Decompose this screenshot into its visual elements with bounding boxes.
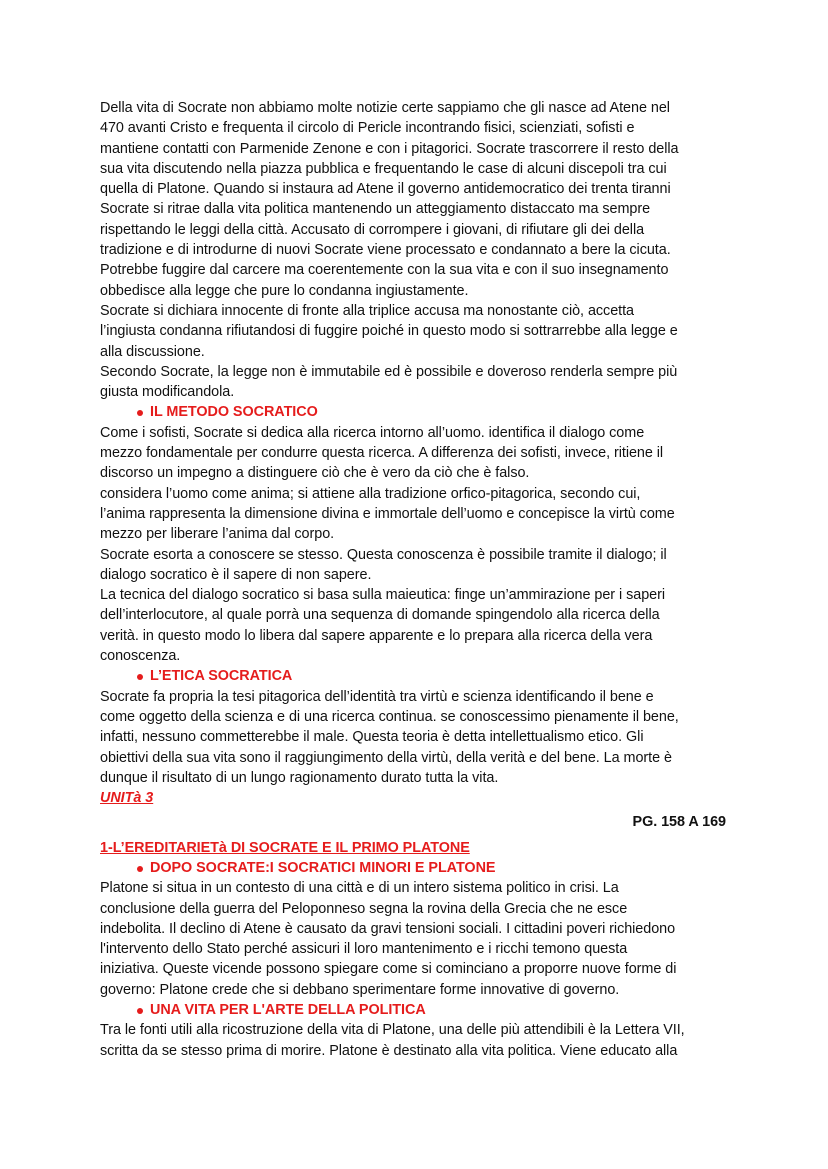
- text-line: quella di Platone. Quando si instaura ad Atene il governo antidemocratico dei trenta tiranni: [100, 181, 671, 198]
- vita-paragraph: [100, 1020, 732, 1061]
- text-line: alla discussione.: [100, 343, 205, 360]
- bullet-icon: [137, 866, 143, 872]
- text-line: governo: Platone crede che si debbano sperimentare forme innovative di governo.: [100, 981, 620, 998]
- text-line: Socrate esorta a conoscere se stesso. Questa conoscenza è possibile tramite il dialogo; il: [100, 546, 667, 563]
- document-page: [100, 98, 732, 1061]
- section-heading-text: DOPO SOCRATE:I SOCRATICI MINORI E PLATONE: [150, 859, 496, 876]
- text-line: mezzo per liberare l’anima dal corpo.: [100, 526, 335, 543]
- section-heading-text: IL METODO SOCRATICO: [150, 404, 318, 421]
- text-line: infatti, nessuno commetterebbe il male. Questa teoria è detta intellettualismo etico. Gli: [100, 729, 644, 746]
- bullet-icon: [137, 1008, 143, 1014]
- section-heading-etica-socratica: [100, 666, 732, 686]
- unit-label: UNITà 3: [100, 790, 154, 807]
- text-line: Socrate si dichiara innocente di fronte alla triplice accusa ma nonostante ciò, accetta: [100, 302, 635, 319]
- text-line: verità. in questo modo lo libera dal sapere apparente e lo prepara alla ricerca della vera: [100, 627, 653, 644]
- text-line: obiettivi della sua vita sono il raggiungimento della virtù, della verità e del bene. La morte è: [100, 749, 672, 766]
- text-line: dialogo socratico è il sapere di non sapere.: [100, 566, 372, 583]
- text-line: come oggetto della scienza e di una ricerca continua. se conoscessimo pienamente il bene,: [100, 708, 679, 725]
- text-line: 470 avanti Cristo e frequenta il circolo di Pericle incontrando fisici, scienziati, sofisti e: [100, 120, 635, 137]
- metodo-paragraph: [100, 423, 732, 667]
- text-line: Tra le fonti utili alla ricostruzione della vita di Platone, una delle più attendibili è la Lettera VII,: [100, 1022, 685, 1039]
- section-heading-text: L’ETICA SOCRATICA: [150, 668, 293, 685]
- text-line: obbedisce alla legge che pure lo condanna ingiustamente.: [100, 282, 469, 299]
- bullet-icon: [137, 674, 143, 680]
- text-line: discorso un impegno a distinguere ciò che è vero da ciò che è falso.: [100, 465, 530, 482]
- section-heading-text: UNA VITA PER L'ARTE DELLA POLITICA: [150, 1002, 426, 1019]
- section-heading-metodo-socratico: [100, 402, 732, 422]
- page-reference: PG. 158 A 169: [632, 814, 726, 831]
- etica-paragraph: [100, 687, 732, 788]
- text-line: La tecnica del dialogo socratico si basa sulla maieutica: finge un’ammirazione per i saperi: [100, 587, 665, 604]
- text-line: scritta da se stesso prima di morire. Platone è destinato alla vita politica. Viene educato alla: [100, 1042, 678, 1059]
- text-line: l’anima rappresenta la dimensione divina e immortale dell’uomo e concepisce la virtù come: [100, 505, 675, 522]
- section-heading-vita-politica: [100, 1000, 732, 1020]
- text-line: Socrate si ritrae dalla vita politica mantenendo un atteggiamento distaccato ma sempre: [100, 201, 651, 218]
- text-line: indebolita. Il declino di Atene è causato da gravi tensioni sociali. I cittadini poveri richiedono: [100, 920, 676, 937]
- text-line: dell’interlocutore, al quale porrà una sequenza di domande spingendolo alla ricerca della: [100, 607, 660, 624]
- text-line: mantiene contatti con Parmenide Zenone e con i pitagorici. Socrate trascorrere il resto della: [100, 140, 679, 157]
- chapter-title: 1-L’EREDITARIETà DI SOCRATE E IL PRIMO PLATONE: [100, 839, 470, 856]
- text-line: Socrate fa propria la tesi pitagorica dell’identità tra virtù e scienza identificando il bene e: [100, 688, 654, 705]
- text-line: conoscenza.: [100, 648, 181, 665]
- bullet-icon: [137, 410, 143, 416]
- text-line: Della vita di Socrate non abbiamo molte notizie certe sappiamo che gli nasce ad Atene nel: [100, 100, 670, 116]
- section-heading-dopo-socrate: [100, 858, 732, 878]
- text-line: conclusione della guerra del Peloponneso segna la rovina della Grecia che ne esce: [100, 900, 628, 917]
- dopo-paragraph: [100, 878, 732, 1000]
- text-line: tradizione e di introdurne di nuovi Socrate viene processato e condannato a bere la cicuta.: [100, 242, 671, 259]
- intro-paragraph: [100, 98, 732, 402]
- text-line: iniziativa. Queste vicende possono spiegare come si cominciano a proporre nuove forme di: [100, 961, 677, 978]
- text-line: dunque il risultato di un lungo ragionamento durato tutta la vita.: [100, 769, 499, 786]
- text-line: l’ingiusta condanna rifiutandosi di fuggire poiché in questo modo si sottrarrebbe alla legge e: [100, 323, 678, 340]
- text-line: sua vita discutendo nella piazza pubblica e frequentando le case di alcuni discepoli tra cui: [100, 160, 667, 177]
- text-line: giusta modificandola.: [100, 384, 235, 401]
- text-line: Platone si situa in un contesto di una città e di un intero sistema politico in crisi. La: [100, 880, 619, 897]
- text-line: rispettando le leggi della città. Accusato di corrompere i giovani, di rifiutare gli dei della: [100, 221, 645, 238]
- text-line: Come i sofisti, Socrate si dedica alla ricerca intorno all’uomo. identifica il dialogo come: [100, 424, 645, 441]
- text-line: l'intervento dello Stato perché assicuri il loro mantenimento e i ricchi temono questa: [100, 941, 628, 958]
- text-line: Potrebbe fuggire dal carcere ma coerentemente con la sua vita e con il suo insegnamento: [100, 262, 669, 279]
- text-line: Secondo Socrate, la legge non è immutabile ed è possibile e doveroso renderla sempre più: [100, 363, 678, 380]
- text-line: considera l’uomo come anima; si attiene alla tradizione orfico-pitagorica, secondo cui,: [100, 485, 641, 502]
- text-line: mezzo fondamentale per condurre questa ricerca. A differenza dei sofisti, invece, ritiene il: [100, 445, 664, 462]
